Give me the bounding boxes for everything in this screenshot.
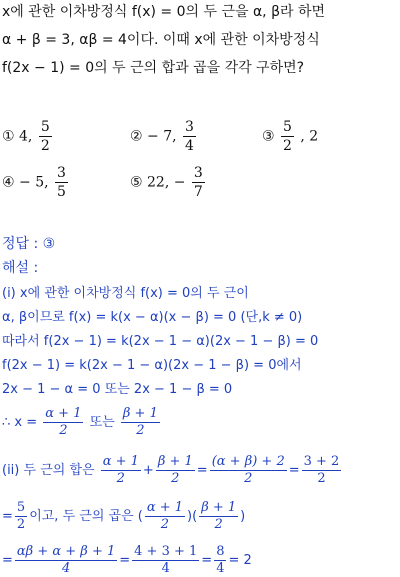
choice-fraction: $\frac{3}{4}$ [185, 119, 194, 154]
choice-fraction: $\frac{5}{2}$ [40, 119, 50, 154]
choice-value: 4, [19, 128, 33, 145]
choice-number: ② [130, 128, 143, 145]
choice-number: ① [2, 128, 15, 145]
solution-line-1: (i) x에 관한 이차방정식 f(x) = 0의 두 근이 [2, 286, 249, 301]
choice-2[interactable] [130, 118, 198, 155]
solution-line-5: 2x − 1 − α = 0 또는 2x − 1 − β = 0 [2, 382, 233, 397]
choice-3[interactable] [262, 118, 318, 155]
solution-line-2: α, β이므로 f(x) = k(x − α)(x − β) = 0 (단,k ≠ 0) [2, 310, 303, 325]
question-line-3: f(2x − 1) = 0의 두 근의 합과 곱을 각각 구하면? [2, 60, 305, 76]
solution-line-3: 따라서 f(2x − 1) = k(2x − 1 − α)(2x − 1 − β) = 0 [2, 334, 319, 349]
choice-fraction: $\frac{3}{5}$ [57, 165, 66, 200]
solution-line-7: (ii) 두 근의 합은 $\frac{\alpha + 1}{2}$ + $\frac{\beta + 1}{2}$ = $\frac{(\alpha + \beta) + 2}{2}$ = $\frac{3 + 2}{2}$ [2, 454, 340, 486]
choice-number: ③ [262, 128, 275, 145]
choice-fraction: $\frac{5}{2}$ [283, 119, 292, 154]
choice-5[interactable] [130, 164, 207, 201]
choice-1[interactable] [2, 118, 54, 155]
choice-4[interactable] [2, 164, 70, 201]
choice-fraction: $\frac{3}{7}$ [193, 165, 203, 200]
explanation-title: 해설 : [2, 260, 39, 276]
solution-line-4: f(2x − 1) = k(2x − 1 − α)(2x − 1 − β) = 0에서 [2, 358, 302, 373]
choice-value: 22, − [147, 174, 186, 191]
choice-number: ⑤ [130, 174, 143, 191]
answer: 정답 : ③ [2, 236, 56, 252]
choice-number: ④ [2, 174, 15, 191]
choice-value: , 2 [300, 128, 319, 145]
solution-line-6: ∴ x = $\frac{\alpha + 1}{2}$ 또는 $\frac{\beta + 1}{2}$ [2, 406, 158, 438]
solution-line-9: = $\frac{\alpha\beta + \alpha + \beta + 1}{4}$ = $\frac{4 + 3 + 1}{4}$ = $\frac{8}{4}$ = 2 [2, 544, 252, 576]
choice-value: − 5, [19, 174, 49, 191]
choice-value: − 7, [147, 128, 177, 145]
question-line-1: x에 관한 이차방정식 f(x) = 0의 두 근을 α, β라 하면 [2, 4, 326, 20]
question-line-2: α + β = 3, αβ = 4이다. 이때 x에 관한 이차방정식 [2, 32, 320, 48]
solution-line-8: = $\frac{5}{2}$ 이고, 두 근의 곱은 ( $\frac{\alpha + 1}{2}$ )( $\frac{\beta + 1}{2}$ ) [2, 500, 246, 532]
